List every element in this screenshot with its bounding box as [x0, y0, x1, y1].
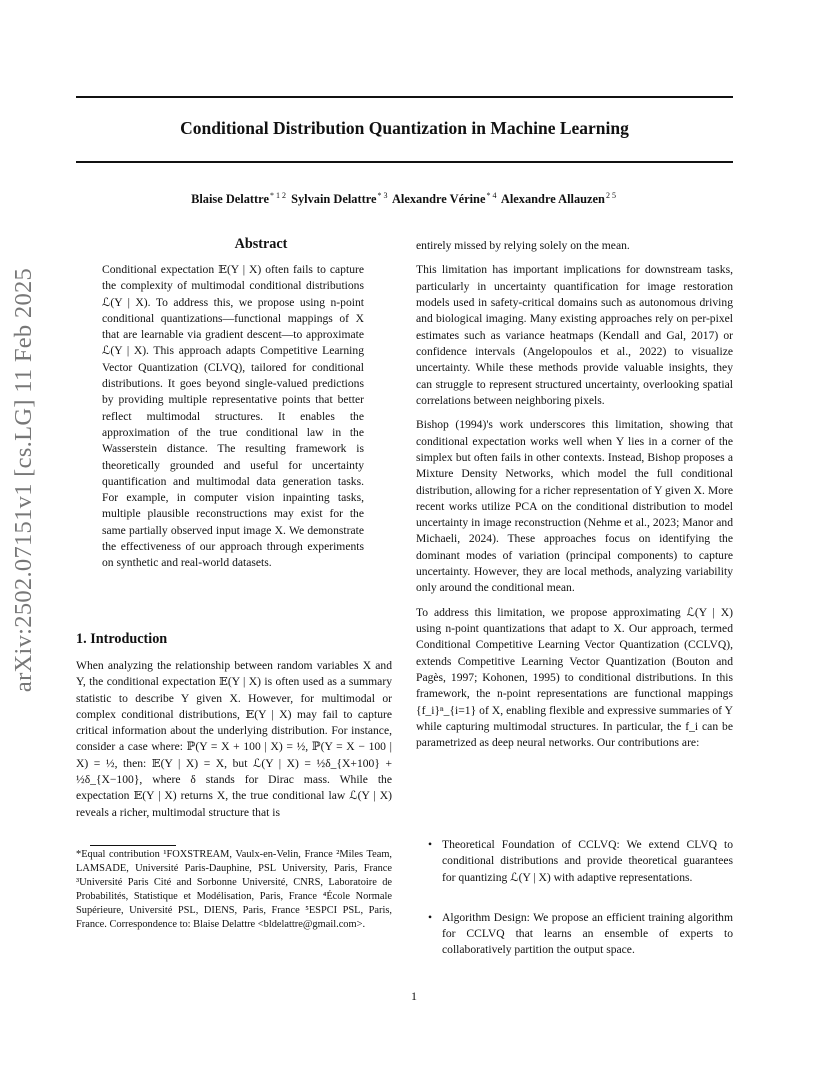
- paragraph-continuation: entirely missed by relying solely on the mean.: [416, 239, 630, 252]
- list-item: [428, 837, 733, 886]
- abstract-heading: Abstract: [234, 236, 288, 252]
- contribution-text: Theoretical Foundation of CCLVQ: We extend CLVQ to conditional distributions and provide theoretical guarantees for quantizing ℒ(Y | X) with adaptive representations.: [442, 838, 733, 884]
- author-affiliation-marks: 2 5: [605, 191, 616, 200]
- footnote-rule: [90, 845, 176, 846]
- paragraph-proposal: To address this limitation, we propose approximating ℒ(Y | X) using n-point quantizations that adapt to X. Our approach, termed Conditional Competitive Learning Vector Quantization (CCLVQ), extends Competitive Learning Vector Quantization (Bouton and Pagès, 1997; Kohonen, 1995) to conditional distributions. In this framework, the n-point representations are functional mappings {f_i}ⁿ_{i=1} of X, enabling flexible and expressive summaries of Y while capturing multimodal structures. In particular, the f_i can be parametrized as deep neural networks. Our contributions are:: [416, 605, 733, 750]
- title-bottom-rule: [76, 161, 733, 163]
- affiliations-footnote: *Equal contribution ¹FOXSTREAM, Vaulx-en-Velin, France ²Miles Team, LAMSADE, Université Paris-Dauphine, PSL University, Paris, France ³Université Paris Cité and Sorbonne Université, CNRS, Laboratoire de Probabilités, Statistique et Modélisation, Paris, France ⁴École Normale Supérieure, Université PSL, DIENS, Paris, France ⁵ESPCI PSL, Paris, France. Correspondence to: Blaise Delattre <bldelattre@gmail.com>.: [76, 849, 392, 931]
- bullet-icon: •: [428, 838, 433, 851]
- right-column: [416, 238, 733, 760]
- contributions-list: [428, 837, 733, 983]
- page-number: 1: [411, 989, 417, 1003]
- section-heading-introduction: 1. Introduction: [76, 631, 168, 647]
- author-name: Sylvain Delattre: [291, 192, 377, 206]
- author-affiliation-marks: * 1 2: [269, 191, 286, 200]
- paragraph-limitation: This limitation has important implications for downstream tasks, particularly in uncertainty quantification for image restoration models used in safety-critical domains such as autonomous driving and biological imaging. Many existing approaches rely on per-pixel estimates such as variance heatmaps (Kendall and Gal, 2017) or confidence intervals (Angelopoulos et al., 2022) to visualize uncertainty. While these methods provide valuable insights, they can struggle to represent structured uncertainty, overlooking spatial correlations between neighboring pixels.: [416, 263, 733, 407]
- paper-title: Conditional Distribution Quantization in Machine Learning: [180, 118, 629, 138]
- bullet-icon: •: [428, 910, 433, 924]
- author-name: Alexandre Allauzen: [500, 192, 605, 206]
- intro-paragraph-left: When analyzing the relationship between random variables X and Y, the conditional expectation 𝔼(Y | X) is often used as a summary statistic to describe Y given X. However, for multimodal or complex conditional distributions, 𝔼(Y | X) may fail to capture critical information about the underlying distribution. For instance, consider a case where: ℙ(Y = X + 100 | X) = ½, ℙ(Y = X − 100 | X) = ½, then: 𝔼(Y | X) = X, but ℒ(Y | X) = ½δ_{X+100} + ½δ_{X−100}, where δ stands for Dirac mass. While the expectation 𝔼(Y | X) returns X, the true conditional law ℒ(Y | X) reveals a richer, multimodal structure that is: [76, 659, 392, 819]
- arxiv-identifier[interactable]: arXiv:2502.07151v1 [cs.LG] 11 Feb 2025: [10, 267, 37, 693]
- paragraph-bishop: Bishop (1994)'s work underscores this limitation, showing that conditional expectation works well when Y lies in a corner of the simplex but often fails in other contexts. Instead, Bishop proposes a Mixture Density Networks, which model the full conditional distribution, allowing for a richer representation of Y given X. More recent works utilize PCA on the conditional distribution to model uncertainty in image reconstruction (Nehme et al., 2023; Manor and Michaeli, 2024). These approaches focus on identifying the dominant modes of variation (principal components) to capture uncertainty. However, they are local methods, analyzing variability only around the conditional mean.: [416, 418, 733, 595]
- list-item: [428, 910, 733, 959]
- abstract-body: Conditional expectation 𝔼(Y | X) often fails to capture the complexity of multimodal conditional distributions ℒ(Y | X). To address this, we propose using n-point conditional quantizations—functional mappings of X that are learnable via gradient descent—to approximate ℒ(Y | X). This approach adapts Competitive Learning Vector Quantization (CLVQ), tailored for conditional distributions. It goes beyond single-valued predictions by providing multiple representative points that better reflect multimodal structures. It enables the approximation of the true conditional law in the Wasserstein distance. The resulting framework is theoretically grounded and useful for uncertainty quantification and multimodal data generation tasks. For example, in computer vision inpainting tasks, multiple plausible reconstructions may exist for the same partially observed input image X. We demonstrate the effectiveness of our approach through experiments on synthetic and real-world datasets.: [102, 263, 364, 570]
- author-name: Blaise Delattre: [191, 192, 269, 206]
- author-affiliation-marks: * 3: [377, 191, 388, 200]
- author-list: [76, 191, 733, 207]
- top-rule: [76, 96, 733, 98]
- contribution-text: Algorithm Design: We propose an efficient training algorithm for CCLVQ that learns an ensemble of experts to collaboratively partition the output space.: [442, 910, 733, 957]
- author-affiliation-marks: * 4: [486, 191, 497, 200]
- author-name: Alexandre Vérine: [391, 192, 486, 206]
